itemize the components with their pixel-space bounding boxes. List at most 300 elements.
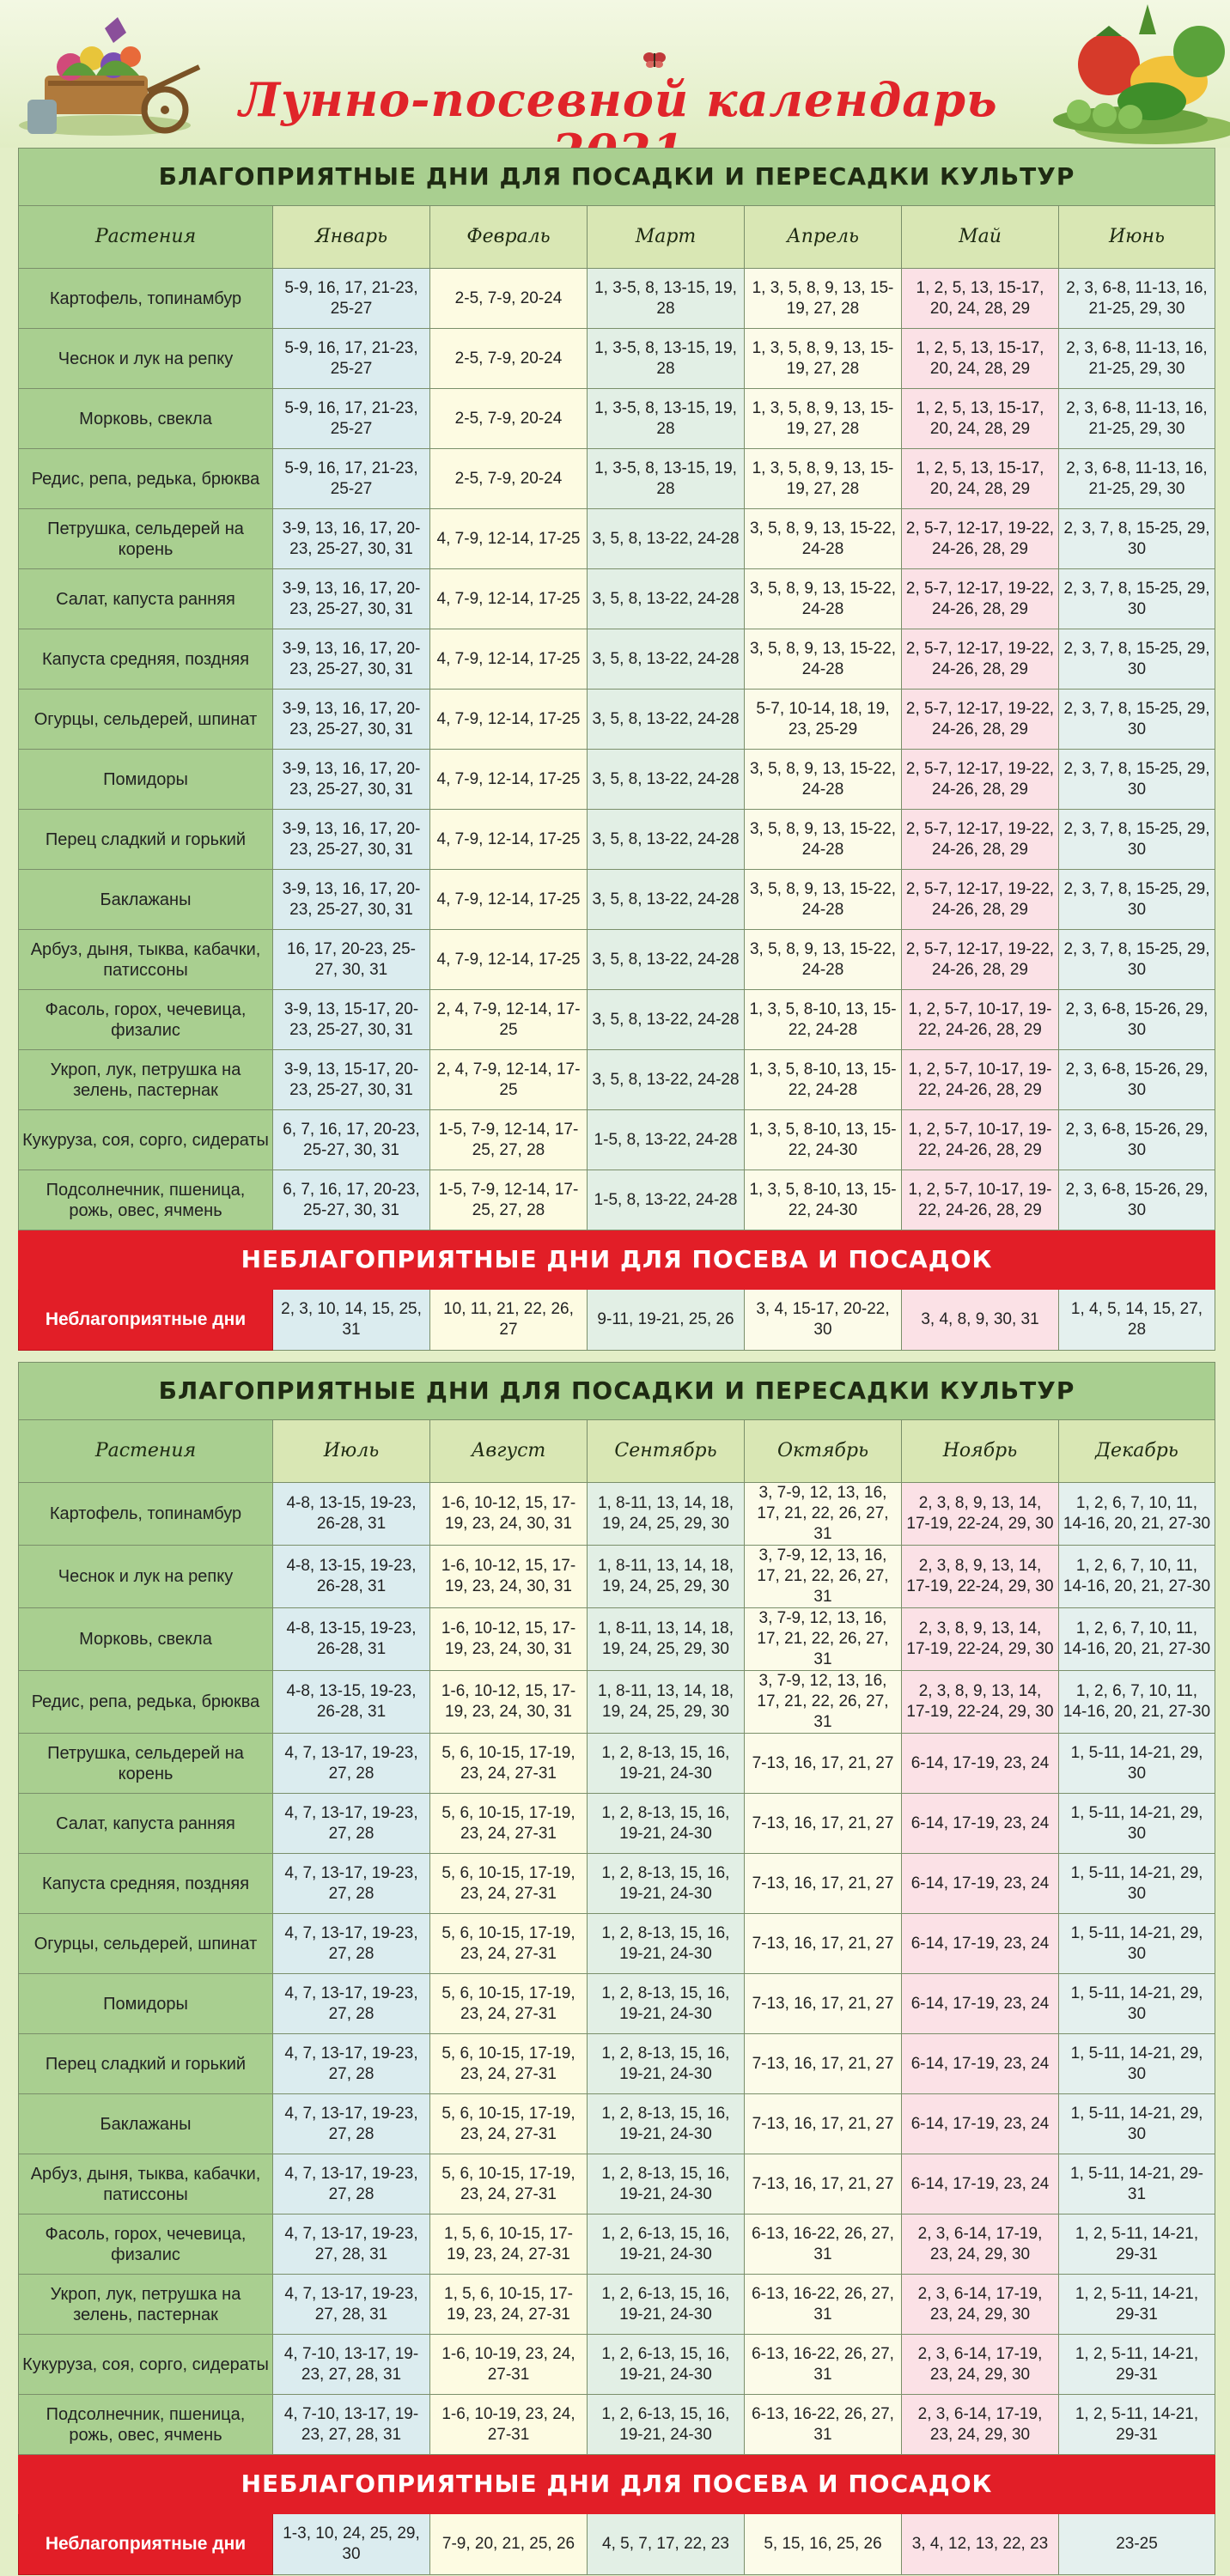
unfavorable-days-cell: 4, 5, 7, 17, 22, 23: [588, 2514, 745, 2575]
days-cell: 4, 7, 13-17, 19-23, 27, 28: [273, 2154, 430, 2215]
month-header-row: [19, 1420, 1215, 1483]
plant-name: Арбуз, дыня, тыква, кабачки, патиссоны: [19, 930, 273, 990]
month-header: Январь: [273, 206, 430, 269]
days-cell: 4, 7, 13-17, 19-23, 27, 28: [273, 1914, 430, 1974]
calendar-table-jul-dec: [18, 1362, 1215, 2575]
days-cell: 3-9, 13, 16, 17, 20-23, 25-27, 30, 31: [273, 870, 430, 930]
unfavorable-days-cell: 23-25: [1059, 2514, 1215, 2575]
plant-name: Арбуз, дыня, тыква, кабачки, патиссоны: [19, 2154, 273, 2215]
days-cell: 3, 7-9, 12, 13, 16, 17, 21, 22, 26, 27, 31: [745, 1483, 902, 1546]
plant-name: Баклажаны: [19, 870, 273, 930]
days-cell: 2, 3, 6-8, 15-26, 29, 30: [1059, 1110, 1215, 1170]
days-cell: 4, 7, 13-17, 19-23, 27, 28, 31: [273, 2275, 430, 2335]
days-cell: 1, 2, 5-7, 10-17, 19-22, 24-26, 28, 29: [902, 1170, 1059, 1230]
month-header: Апрель: [745, 206, 902, 269]
days-cell: 3-9, 13, 16, 17, 20-23, 25-27, 30, 31: [273, 569, 430, 629]
days-cell: 6-14, 17-19, 23, 24: [902, 2034, 1059, 2094]
vegetables-illustration: [1027, 0, 1230, 148]
days-cell: 3-9, 13, 15-17, 20-23, 25-27, 30, 31: [273, 990, 430, 1050]
table-row: [19, 2094, 1215, 2154]
days-cell: 4, 7, 13-17, 19-23, 27, 28: [273, 2094, 430, 2154]
days-cell: 7-13, 16, 17, 21, 27: [745, 1794, 902, 1854]
plant-name: Капуста средняя, поздняя: [19, 1854, 273, 1914]
days-cell: 1, 5-11, 14-21, 29, 30: [1059, 2034, 1215, 2094]
month-header-row: [19, 206, 1215, 269]
days-cell: 1, 3-5, 8, 13-15, 19, 28: [588, 269, 745, 329]
table-row: [19, 1734, 1215, 1794]
table-row: [19, 2215, 1215, 2275]
table-row: [19, 629, 1215, 690]
plant-name: Фасоль, горох, чечевица, физалис: [19, 2215, 273, 2275]
days-cell: 5, 6, 10-15, 17-19, 23, 24, 27-31: [430, 1794, 588, 1854]
plant-name: Картофель, топинамбур: [19, 1483, 273, 1546]
unfavorable-label: Неблагоприятные дни: [19, 1290, 273, 1351]
days-cell: 2, 5-7, 12-17, 19-22, 24-26, 28, 29: [902, 569, 1059, 629]
days-cell: 3, 5, 8, 9, 13, 15-22, 24-28: [745, 629, 902, 690]
days-cell: 2, 5-7, 12-17, 19-22, 24-26, 28, 29: [902, 810, 1059, 870]
days-cell: 3, 5, 8, 13-22, 24-28: [588, 810, 745, 870]
days-cell: 3-9, 13, 16, 17, 20-23, 25-27, 30, 31: [273, 629, 430, 690]
days-cell: 1, 3-5, 8, 13-15, 19, 28: [588, 329, 745, 389]
days-cell: 6-13, 16-22, 26, 27, 31: [745, 2215, 902, 2275]
days-cell: 3, 5, 8, 9, 13, 15-22, 24-28: [745, 569, 902, 629]
days-cell: 2, 3, 6-8, 15-26, 29, 30: [1059, 990, 1215, 1050]
plant-name: Кукуруза, соя, сорго, сидераты: [19, 2335, 273, 2395]
days-cell: 1, 2, 6, 7, 10, 11, 14-16, 20, 21, 27-30: [1059, 1546, 1215, 1608]
days-cell: 4, 7-9, 12-14, 17-25: [430, 750, 588, 810]
days-cell: 7-13, 16, 17, 21, 27: [745, 2154, 902, 2215]
days-cell: 4, 7-9, 12-14, 17-25: [430, 870, 588, 930]
days-cell: 6-14, 17-19, 23, 24: [902, 1734, 1059, 1794]
days-cell: 3, 5, 8, 9, 13, 15-22, 24-28: [745, 870, 902, 930]
days-cell: 3, 5, 8, 13-22, 24-28: [588, 1050, 745, 1110]
unfavorable-row: [19, 2514, 1215, 2575]
days-cell: 2, 3, 6-14, 17-19, 23, 24, 29, 30: [902, 2215, 1059, 2275]
month-header: Октябрь: [745, 1420, 902, 1483]
days-cell: 3-9, 13, 16, 17, 20-23, 25-27, 30, 31: [273, 810, 430, 870]
days-cell: 2, 3, 8, 9, 13, 14, 17-19, 22-24, 29, 30: [902, 1483, 1059, 1546]
unfavorable-band: [19, 1230, 1215, 1290]
table-row: [19, 2154, 1215, 2215]
days-cell: 1, 5, 6, 10-15, 17-19, 23, 24, 27-31: [430, 2215, 588, 2275]
days-cell: 1, 2, 8-13, 15, 16, 19-21, 24-30: [588, 1854, 745, 1914]
days-cell: 4-8, 13-15, 19-23, 26-28, 31: [273, 1608, 430, 1671]
table-row: [19, 990, 1215, 1050]
days-cell: 1, 2, 5-7, 10-17, 19-22, 24-26, 28, 29: [902, 1050, 1059, 1110]
days-cell: 5-9, 16, 17, 21-23, 25-27: [273, 449, 430, 509]
days-cell: 1, 2, 6, 7, 10, 11, 14-16, 20, 21, 27-30: [1059, 1671, 1215, 1734]
days-cell: 1, 8-11, 13, 14, 18, 19, 24, 25, 29, 30: [588, 1608, 745, 1671]
days-cell: 3-9, 13, 16, 17, 20-23, 25-27, 30, 31: [273, 509, 430, 569]
days-cell: 1, 2, 8-13, 15, 16, 19-21, 24-30: [588, 1734, 745, 1794]
days-cell: 3, 5, 8, 9, 13, 15-22, 24-28: [745, 750, 902, 810]
days-cell: 1, 3, 5, 8-10, 13, 15-22, 24-28: [745, 990, 902, 1050]
days-cell: 1, 8-11, 13, 14, 18, 19, 24, 25, 29, 30: [588, 1483, 745, 1546]
days-cell: 6, 7, 16, 17, 20-23, 25-27, 30, 31: [273, 1110, 430, 1170]
unfavorable-days-cell: 9-11, 19-21, 25, 26: [588, 1290, 745, 1351]
days-cell: 2, 5-7, 12-17, 19-22, 24-26, 28, 29: [902, 509, 1059, 569]
calendar-table: [18, 1362, 1215, 2575]
days-cell: 3, 5, 8, 13-22, 24-28: [588, 930, 745, 990]
favorable-days-heading: БЛАГОПРИЯТНЫЕ ДНИ ДЛЯ ПОСАДКИ И ПЕРЕСАДКИ КУЛЬТУР: [19, 149, 1215, 206]
plant-name: Подсолнечник, пшеница, рожь, овес, ячмень: [19, 2395, 273, 2455]
days-cell: 1, 3-5, 8, 13-15, 19, 28: [588, 389, 745, 449]
days-cell: 4, 7-9, 12-14, 17-25: [430, 810, 588, 870]
days-cell: 6-14, 17-19, 23, 24: [902, 1854, 1059, 1914]
days-cell: 6-14, 17-19, 23, 24: [902, 2094, 1059, 2154]
days-cell: 2, 3, 7, 8, 15-25, 29, 30: [1059, 930, 1215, 990]
days-cell: 1-6, 10-12, 15, 17-19, 23, 24, 30, 31: [430, 1608, 588, 1671]
days-cell: 1, 5-11, 14-21, 29, 30: [1059, 2094, 1215, 2154]
days-cell: 4, 7-9, 12-14, 17-25: [430, 690, 588, 750]
days-cell: 1, 2, 5-11, 14-21, 29-31: [1059, 2215, 1215, 2275]
days-cell: 1-5, 8, 13-22, 24-28: [588, 1170, 745, 1230]
days-cell: 3, 5, 8, 13-22, 24-28: [588, 629, 745, 690]
days-cell: 1, 2, 5-11, 14-21, 29-31: [1059, 2275, 1215, 2335]
plant-name: Картофель, топинамбур: [19, 269, 273, 329]
days-cell: 4-8, 13-15, 19-23, 26-28, 31: [273, 1483, 430, 1546]
days-cell: 1-5, 8, 13-22, 24-28: [588, 1110, 745, 1170]
days-cell: 2-5, 7-9, 20-24: [430, 329, 588, 389]
plant-name: Салат, капуста ранняя: [19, 1794, 273, 1854]
plant-name: Фасоль, горох, чечевица, физалис: [19, 990, 273, 1050]
days-cell: 3, 7-9, 12, 13, 16, 17, 21, 22, 26, 27, 31: [745, 1546, 902, 1608]
days-cell: 2, 5-7, 12-17, 19-22, 24-26, 28, 29: [902, 690, 1059, 750]
days-cell: 1, 5-11, 14-21, 29, 30: [1059, 1854, 1215, 1914]
days-cell: 4, 7-10, 13-17, 19-23, 27, 28, 31: [273, 2395, 430, 2455]
days-cell: 2, 3, 7, 8, 15-25, 29, 30: [1059, 690, 1215, 750]
days-cell: 2, 3, 6-8, 11-13, 16, 21-25, 29, 30: [1059, 269, 1215, 329]
unfavorable-days-cell: 2, 3, 10, 14, 15, 25, 31: [273, 1290, 430, 1351]
days-cell: 1, 3, 5, 8, 9, 13, 15-19, 27, 28: [745, 329, 902, 389]
days-cell: 4, 7-9, 12-14, 17-25: [430, 629, 588, 690]
days-cell: 1-5, 7-9, 12-14, 17-25, 27, 28: [430, 1170, 588, 1230]
days-cell: 16, 17, 20-23, 25-27, 30, 31: [273, 930, 430, 990]
unfavorable-days-cell: 3, 4, 12, 13, 22, 23: [902, 2514, 1059, 2575]
days-cell: 1, 2, 8-13, 15, 16, 19-21, 24-30: [588, 1914, 745, 1974]
table-row: [19, 2034, 1215, 2094]
days-cell: 6-14, 17-19, 23, 24: [902, 2154, 1059, 2215]
table-row: [19, 509, 1215, 569]
month-header: Май: [902, 206, 1059, 269]
days-cell: 1, 2, 5, 13, 15-17, 20, 24, 28, 29: [902, 329, 1059, 389]
unfavorable-days-cell: 3, 4, 8, 9, 30, 31: [902, 1290, 1059, 1351]
days-cell: 5-9, 16, 17, 21-23, 25-27: [273, 329, 430, 389]
days-cell: 1, 2, 5-11, 14-21, 29-31: [1059, 2395, 1215, 2455]
butterfly-icon: [642, 50, 667, 69]
table-row: [19, 569, 1215, 629]
days-cell: 5, 6, 10-15, 17-19, 23, 24, 27-31: [430, 1734, 588, 1794]
plant-name: Перец сладкий и горький: [19, 810, 273, 870]
days-cell: 1-6, 10-12, 15, 17-19, 23, 24, 30, 31: [430, 1483, 588, 1546]
table-row: [19, 1546, 1215, 1608]
plant-name: Огурцы, сельдерей, шпинат: [19, 1914, 273, 1974]
plant-name: Укроп, лук, петрушка на зелень, пастернак: [19, 2275, 273, 2335]
table-row: [19, 1914, 1215, 1974]
days-cell: 3, 5, 8, 13-22, 24-28: [588, 690, 745, 750]
month-header: Июль: [273, 1420, 430, 1483]
table-row: [19, 810, 1215, 870]
days-cell: 4, 7-10, 13-17, 19-23, 27, 28, 31: [273, 2335, 430, 2395]
days-cell: 1, 2, 6-13, 15, 16, 19-21, 24-30: [588, 2215, 745, 2275]
days-cell: 2, 5-7, 12-17, 19-22, 24-26, 28, 29: [902, 930, 1059, 990]
days-cell: 2, 5-7, 12-17, 19-22, 24-26, 28, 29: [902, 629, 1059, 690]
days-cell: 4, 7, 13-17, 19-23, 27, 28: [273, 1734, 430, 1794]
flower-cart-illustration: [10, 7, 208, 144]
days-cell: 6-14, 17-19, 23, 24: [902, 1914, 1059, 1974]
month-header: Июнь: [1059, 206, 1215, 269]
days-cell: 1, 8-11, 13, 14, 18, 19, 24, 25, 29, 30: [588, 1671, 745, 1734]
days-cell: 2, 3, 6-14, 17-19, 23, 24, 29, 30: [902, 2335, 1059, 2395]
days-cell: 4, 7, 13-17, 19-23, 27, 28, 31: [273, 2215, 430, 2275]
days-cell: 4, 7, 13-17, 19-23, 27, 28: [273, 2034, 430, 2094]
days-cell: 1, 3, 5, 8-10, 13, 15-22, 24-30: [745, 1110, 902, 1170]
table-row: [19, 1794, 1215, 1854]
days-cell: 2, 3, 6-14, 17-19, 23, 24, 29, 30: [902, 2395, 1059, 2455]
plant-name: Помидоры: [19, 750, 273, 810]
plant-name: Подсолнечник, пшеница, рожь, овес, ячмень: [19, 1170, 273, 1230]
favorable-band: [19, 149, 1215, 206]
plant-name: Морковь, свекла: [19, 389, 273, 449]
table-row: [19, 2275, 1215, 2335]
plant-name: Петрушка, сельдерей на корень: [19, 509, 273, 569]
days-cell: 4, 7, 13-17, 19-23, 27, 28: [273, 1854, 430, 1914]
days-cell: 1, 5-11, 14-21, 29-31: [1059, 2154, 1215, 2215]
days-cell: 5, 6, 10-15, 17-19, 23, 24, 27-31: [430, 2094, 588, 2154]
calendar-table-jan-jun: [18, 148, 1215, 1351]
days-cell: 1, 2, 5, 13, 15-17, 20, 24, 28, 29: [902, 389, 1059, 449]
page-title: Лунно-посевной календарь: [239, 72, 998, 127]
table-row: [19, 690, 1215, 750]
days-cell: 1-6, 10-19, 23, 24, 27-31: [430, 2335, 588, 2395]
days-cell: 2, 3, 7, 8, 15-25, 29, 30: [1059, 569, 1215, 629]
days-cell: 6-14, 17-19, 23, 24: [902, 1974, 1059, 2034]
days-cell: 2, 3, 6-14, 17-19, 23, 24, 29, 30: [902, 2275, 1059, 2335]
table-row: [19, 449, 1215, 509]
unfavorable-days-cell: 5, 15, 16, 25, 26: [745, 2514, 902, 2575]
header-banner: [0, 0, 1230, 148]
days-cell: 3, 5, 8, 13-22, 24-28: [588, 990, 745, 1050]
days-cell: 1, 5, 6, 10-15, 17-19, 23, 24, 27-31: [430, 2275, 588, 2335]
days-cell: 7-13, 16, 17, 21, 27: [745, 2094, 902, 2154]
days-cell: 6, 7, 16, 17, 20-23, 25-27, 30, 31: [273, 1170, 430, 1230]
days-cell: 5, 6, 10-15, 17-19, 23, 24, 27-31: [430, 2154, 588, 2215]
days-cell: 1, 2, 5, 13, 15-17, 20, 24, 28, 29: [902, 269, 1059, 329]
unfavorable-days-cell: 3, 4, 15-17, 20-22, 30: [745, 1290, 902, 1351]
days-cell: 1, 2, 8-13, 15, 16, 19-21, 24-30: [588, 1974, 745, 2034]
days-cell: 1-6, 10-19, 23, 24, 27-31: [430, 2395, 588, 2455]
table-row: [19, 750, 1215, 810]
days-cell: 2, 3, 6-8, 11-13, 16, 21-25, 29, 30: [1059, 329, 1215, 389]
days-cell: 1, 2, 6-13, 15, 16, 19-21, 24-30: [588, 2275, 745, 2335]
days-cell: 3, 5, 8, 9, 13, 15-22, 24-28: [745, 509, 902, 569]
days-cell: 7-13, 16, 17, 21, 27: [745, 1914, 902, 1974]
table-row: [19, 2335, 1215, 2395]
days-cell: 3, 5, 8, 13-22, 24-28: [588, 509, 745, 569]
days-cell: 2, 3, 7, 8, 15-25, 29, 30: [1059, 750, 1215, 810]
plant-name: Петрушка, сельдерей на корень: [19, 1734, 273, 1794]
plant-name: Редис, репа, редька, брюква: [19, 449, 273, 509]
days-cell: 1, 5-11, 14-21, 29, 30: [1059, 1794, 1215, 1854]
days-cell: 1, 3, 5, 8-10, 13, 15-22, 24-28: [745, 1050, 902, 1110]
days-cell: 1-6, 10-12, 15, 17-19, 23, 24, 30, 31: [430, 1546, 588, 1608]
unfavorable-label: Неблагоприятные дни: [19, 2514, 273, 2575]
days-cell: 2, 3, 8, 9, 13, 14, 17-19, 22-24, 29, 30: [902, 1608, 1059, 1671]
days-cell: 1, 5-11, 14-21, 29, 30: [1059, 1974, 1215, 2034]
days-cell: 2, 3, 7, 8, 15-25, 29, 30: [1059, 870, 1215, 930]
unfavorable-days-cell: 10, 11, 21, 22, 26, 27: [430, 1290, 588, 1351]
days-cell: 2-5, 7-9, 20-24: [430, 449, 588, 509]
days-cell: 1, 2, 5-7, 10-17, 19-22, 24-26, 28, 29: [902, 1110, 1059, 1170]
days-cell: 2, 4, 7-9, 12-14, 17-25: [430, 990, 588, 1050]
days-cell: 1, 2, 6-13, 15, 16, 19-21, 24-30: [588, 2395, 745, 2455]
plant-name: Чеснок и лук на репку: [19, 1546, 273, 1608]
days-cell: 1, 2, 6-13, 15, 16, 19-21, 24-30: [588, 2335, 745, 2395]
days-cell: 1, 3, 5, 8-10, 13, 15-22, 24-30: [745, 1170, 902, 1230]
days-cell: 1, 3, 5, 8, 9, 13, 15-19, 27, 28: [745, 389, 902, 449]
days-cell: 2, 4, 7-9, 12-14, 17-25: [430, 1050, 588, 1110]
days-cell: 3, 7-9, 12, 13, 16, 17, 21, 22, 26, 27, 31: [745, 1608, 902, 1671]
plant-name: Капуста средняя, поздняя: [19, 629, 273, 690]
unfavorable-days-cell: 1-3, 10, 24, 25, 29, 30: [273, 2514, 430, 2575]
plant-name: Баклажаны: [19, 2094, 273, 2154]
days-cell: 5-9, 16, 17, 21-23, 25-27: [273, 269, 430, 329]
plants-column-header: Растения: [19, 1420, 273, 1483]
days-cell: 4-8, 13-15, 19-23, 26-28, 31: [273, 1671, 430, 1734]
table-row: [19, 329, 1215, 389]
days-cell: 7-13, 16, 17, 21, 27: [745, 1734, 902, 1794]
days-cell: 1, 3, 5, 8, 9, 13, 15-19, 27, 28: [745, 449, 902, 509]
days-cell: 1, 3, 5, 8, 9, 13, 15-19, 27, 28: [745, 269, 902, 329]
days-cell: 3-9, 13, 15-17, 20-23, 25-27, 30, 31: [273, 1050, 430, 1110]
days-cell: 5-7, 10-14, 18, 19, 23, 25-29: [745, 690, 902, 750]
days-cell: 3, 5, 8, 9, 13, 15-22, 24-28: [745, 810, 902, 870]
days-cell: 2, 3, 7, 8, 15-25, 29, 30: [1059, 810, 1215, 870]
days-cell: 6-13, 16-22, 26, 27, 31: [745, 2395, 902, 2455]
unfavorable-band: [19, 2455, 1215, 2514]
days-cell: 7-13, 16, 17, 21, 27: [745, 2034, 902, 2094]
days-cell: 4-8, 13-15, 19-23, 26-28, 31: [273, 1546, 430, 1608]
days-cell: 5, 6, 10-15, 17-19, 23, 24, 27-31: [430, 1854, 588, 1914]
plant-name: Кукуруза, соя, сорго, сидераты: [19, 1110, 273, 1170]
table-row: [19, 269, 1215, 329]
table-row: [19, 1170, 1215, 1230]
days-cell: 1, 3-5, 8, 13-15, 19, 28: [588, 449, 745, 509]
days-cell: 5-9, 16, 17, 21-23, 25-27: [273, 389, 430, 449]
days-cell: 3, 5, 8, 9, 13, 15-22, 24-28: [745, 930, 902, 990]
days-cell: 2, 3, 8, 9, 13, 14, 17-19, 22-24, 29, 30: [902, 1671, 1059, 1734]
month-header: Сентябрь: [588, 1420, 745, 1483]
days-cell: 1, 2, 5-7, 10-17, 19-22, 24-26, 28, 29: [902, 990, 1059, 1050]
table-row: [19, 930, 1215, 990]
days-cell: 1, 5-11, 14-21, 29, 30: [1059, 1914, 1215, 1974]
month-header: Март: [588, 206, 745, 269]
days-cell: 1, 2, 8-13, 15, 16, 19-21, 24-30: [588, 1794, 745, 1854]
plants-column-header: Растения: [19, 206, 273, 269]
unfavorable-days-cell: 1, 4, 5, 14, 15, 27, 28: [1059, 1290, 1215, 1351]
days-cell: 2-5, 7-9, 20-24: [430, 389, 588, 449]
days-cell: 7-13, 16, 17, 21, 27: [745, 1974, 902, 2034]
days-cell: 3, 7-9, 12, 13, 16, 17, 21, 22, 26, 27, 31: [745, 1671, 902, 1734]
days-cell: 3, 5, 8, 13-22, 24-28: [588, 750, 745, 810]
calendar-table: [18, 148, 1215, 1351]
unfavorable-days-heading: НЕБЛАГОПРИЯТНЫЕ ДНИ ДЛЯ ПОСЕВА И ПОСАДОК: [19, 1230, 1215, 1290]
days-cell: 4, 7-9, 12-14, 17-25: [430, 930, 588, 990]
days-cell: 2, 3, 7, 8, 15-25, 29, 30: [1059, 629, 1215, 690]
unfavorable-days-heading: НЕБЛАГОПРИЯТНЫЕ ДНИ ДЛЯ ПОСЕВА И ПОСАДОК: [19, 2455, 1215, 2514]
table-row: [19, 1483, 1215, 1546]
days-cell: 7-13, 16, 17, 21, 27: [745, 1854, 902, 1914]
plant-name: Салат, капуста ранняя: [19, 569, 273, 629]
days-cell: 1, 2, 6, 7, 10, 11, 14-16, 20, 21, 27-30: [1059, 1483, 1215, 1546]
days-cell: 2, 5-7, 12-17, 19-22, 24-26, 28, 29: [902, 750, 1059, 810]
days-cell: 3-9, 13, 16, 17, 20-23, 25-27, 30, 31: [273, 690, 430, 750]
plant-name: Помидоры: [19, 1974, 273, 2034]
days-cell: 6-14, 17-19, 23, 24: [902, 1794, 1059, 1854]
table-row: [19, 1110, 1215, 1170]
days-cell: 4, 7-9, 12-14, 17-25: [430, 509, 588, 569]
plant-name: Морковь, свекла: [19, 1608, 273, 1671]
table-row: [19, 870, 1215, 930]
plant-name: Перец сладкий и горький: [19, 2034, 273, 2094]
table-row: [19, 1608, 1215, 1671]
days-cell: 2, 3, 7, 8, 15-25, 29, 30: [1059, 509, 1215, 569]
plant-name: Редис, репа, редька, брюква: [19, 1671, 273, 1734]
days-cell: 2, 3, 6-8, 15-26, 29, 30: [1059, 1170, 1215, 1230]
days-cell: 1, 2, 6, 7, 10, 11, 14-16, 20, 21, 27-30: [1059, 1608, 1215, 1671]
table-row: [19, 1671, 1215, 1734]
days-cell: 5, 6, 10-15, 17-19, 23, 24, 27-31: [430, 2034, 588, 2094]
days-cell: 1, 2, 8-13, 15, 16, 19-21, 24-30: [588, 2094, 745, 2154]
days-cell: 4, 7, 13-17, 19-23, 27, 28: [273, 1974, 430, 2034]
days-cell: 2, 5-7, 12-17, 19-22, 24-26, 28, 29: [902, 870, 1059, 930]
month-header: Декабрь: [1059, 1420, 1215, 1483]
days-cell: 3, 5, 8, 13-22, 24-28: [588, 569, 745, 629]
days-cell: 1, 2, 5, 13, 15-17, 20, 24, 28, 29: [902, 449, 1059, 509]
month-header: Ноябрь: [902, 1420, 1059, 1483]
days-cell: 1, 2, 8-13, 15, 16, 19-21, 24-30: [588, 2034, 745, 2094]
days-cell: 2-5, 7-9, 20-24: [430, 269, 588, 329]
days-cell: 1, 2, 5-11, 14-21, 29-31: [1059, 2335, 1215, 2395]
table-row: [19, 389, 1215, 449]
days-cell: 2, 3, 6-8, 15-26, 29, 30: [1059, 1050, 1215, 1110]
plant-name: Чеснок и лук на репку: [19, 329, 273, 389]
days-cell: 3, 5, 8, 13-22, 24-28: [588, 870, 745, 930]
days-cell: 4, 7, 13-17, 19-23, 27, 28: [273, 1794, 430, 1854]
days-cell: 5, 6, 10-15, 17-19, 23, 24, 27-31: [430, 1914, 588, 1974]
days-cell: 1-6, 10-12, 15, 17-19, 23, 24, 30, 31: [430, 1671, 588, 1734]
days-cell: 2, 3, 6-8, 11-13, 16, 21-25, 29, 30: [1059, 389, 1215, 449]
plant-name: Огурцы, сельдерей, шпинат: [19, 690, 273, 750]
favorable-days-heading: БЛАГОПРИЯТНЫЕ ДНИ ДЛЯ ПОСАДКИ И ПЕРЕСАДКИ КУЛЬТУР: [19, 1363, 1215, 1420]
table-row: [19, 1050, 1215, 1110]
table-row: [19, 2395, 1215, 2455]
days-cell: 1, 5-11, 14-21, 29, 30: [1059, 1734, 1215, 1794]
unfavorable-row: [19, 1290, 1215, 1351]
days-cell: 1, 8-11, 13, 14, 18, 19, 24, 25, 29, 30: [588, 1546, 745, 1608]
days-cell: 3-9, 13, 16, 17, 20-23, 25-27, 30, 31: [273, 750, 430, 810]
plant-name: Укроп, лук, петрушка на зелень, пастернак: [19, 1050, 273, 1110]
unfavorable-days-cell: 7-9, 20, 21, 25, 26: [430, 2514, 588, 2575]
table-row: [19, 1974, 1215, 2034]
month-header: Август: [430, 1420, 588, 1483]
table-row: [19, 1854, 1215, 1914]
days-cell: 1-5, 7-9, 12-14, 17-25, 27, 28: [430, 1110, 588, 1170]
days-cell: 2, 3, 8, 9, 13, 14, 17-19, 22-24, 29, 30: [902, 1546, 1059, 1608]
days-cell: 4, 7-9, 12-14, 17-25: [430, 569, 588, 629]
days-cell: 2, 3, 6-8, 11-13, 16, 21-25, 29, 30: [1059, 449, 1215, 509]
days-cell: 1, 2, 8-13, 15, 16, 19-21, 24-30: [588, 2154, 745, 2215]
